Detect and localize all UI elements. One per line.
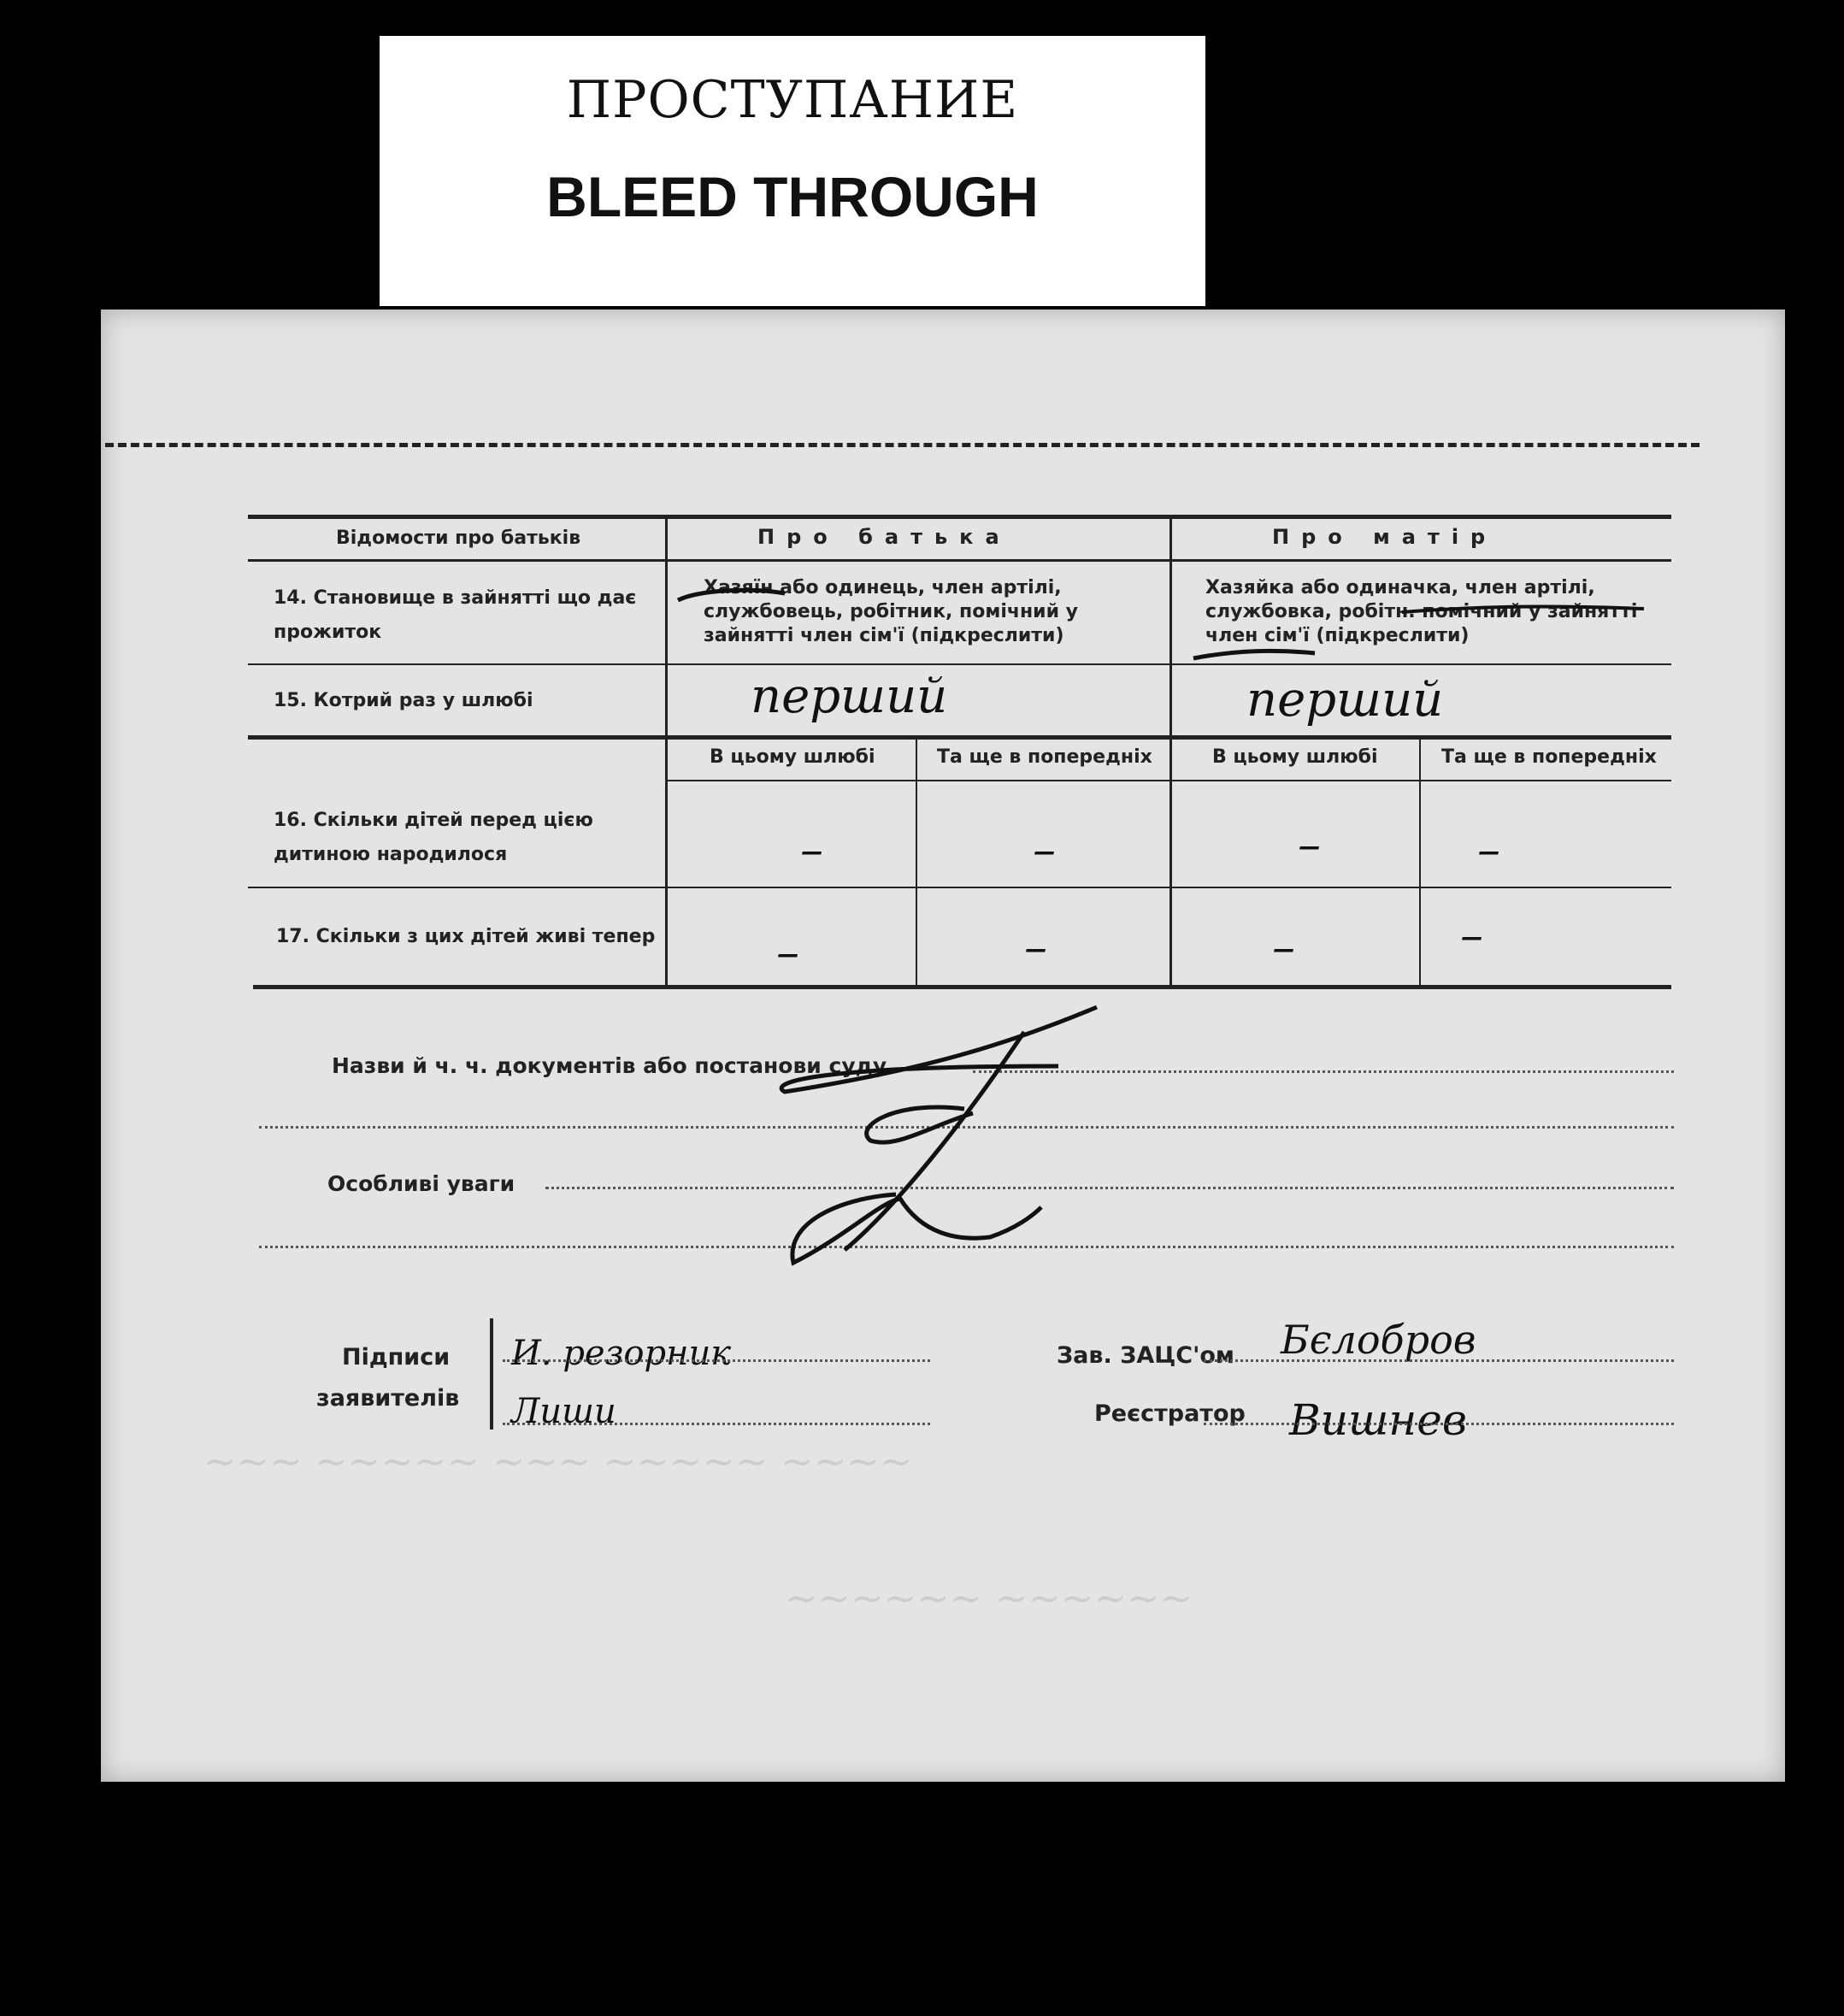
label-card-line2: BLEED THROUGH: [546, 165, 1039, 228]
header-info: Відомости про батьків: [336, 528, 581, 549]
cross-out-mark: [101, 309, 1785, 1335]
applicant-1-signature: И. резорник: [511, 1334, 732, 1373]
documents-label: Назви й ч. ч. документів або постанови суду: [332, 1053, 887, 1078]
bleed-through-text: ~~~~~~ ~~~~~~: [785, 1575, 1193, 1621]
form-page: [101, 309, 1785, 1782]
row15-label: 15. Котрий раз у шлюбі: [274, 690, 533, 711]
applicants-label-2: заявителів: [316, 1385, 460, 1412]
subheader-father-this: В цьому шлюбі: [710, 746, 875, 768]
bleed-through-text: ~~~ ~~~~~ ~~~ ~~~~~ ~~~~: [203, 1438, 913, 1484]
subheader-father-prev: Та ще в попередніх: [937, 746, 1152, 768]
registrar-line: [1204, 1423, 1674, 1425]
subheader-mother-prev: Та ще в попередніх: [1441, 746, 1657, 768]
registrar-signature: Вишнев: [1289, 1395, 1467, 1445]
row15-mother-value: перший: [1246, 672, 1444, 728]
head-signature: Бєлобров: [1281, 1317, 1476, 1363]
applicant-2-signature: Лиши: [511, 1392, 616, 1431]
row17-value: –: [1024, 920, 1047, 974]
subheader-mother-this: В цьому шлюбі: [1212, 746, 1378, 768]
label-card-line1: ПРОСТУПАНИЕ: [566, 70, 1019, 130]
row17-value: –: [1460, 908, 1483, 962]
row16-value: –: [800, 822, 823, 876]
row16-value: –: [1033, 822, 1056, 876]
head-line: [1204, 1359, 1674, 1362]
applicant-2-line: [503, 1423, 930, 1425]
header-father: Про батька: [757, 525, 1011, 549]
head-label: Зав. ЗАЦС'ом: [1057, 1342, 1234, 1369]
row14-father-options: Хазяїн або одинець, член артілі, службовець, робітник, помічний у зайнятті член сім'ї (підкреслити): [704, 577, 1078, 646]
row14-mother-options: Хазяйка або одиначка, член артілі, службовка, робітн. помічний у зайнятті член сім'ї (підкреслити): [1205, 577, 1638, 646]
label-card: [380, 36, 1205, 306]
row17-value: –: [776, 925, 799, 979]
row16-value: –: [1477, 822, 1500, 876]
row17-value: –: [1272, 920, 1295, 974]
applicants-brace: [490, 1318, 493, 1429]
row16-value: –: [1298, 817, 1321, 871]
registrar-label: Реєстратор: [1094, 1400, 1246, 1427]
header-mother: Про матір: [1272, 525, 1498, 549]
row15-father-value: перший: [751, 669, 948, 724]
row17-label: 17. Скільки з цих дітей живі тепер: [276, 926, 656, 947]
applicant-1-line: [503, 1359, 930, 1362]
row16-label: 16. Скільки дітей перед цією дитиною народилося: [274, 810, 593, 865]
notes-label: Особливі уваги: [327, 1171, 515, 1196]
applicants-label: Підписи: [342, 1344, 451, 1371]
row14-label: 14. Становище в зайнятті що дає прожиток: [274, 587, 637, 643]
